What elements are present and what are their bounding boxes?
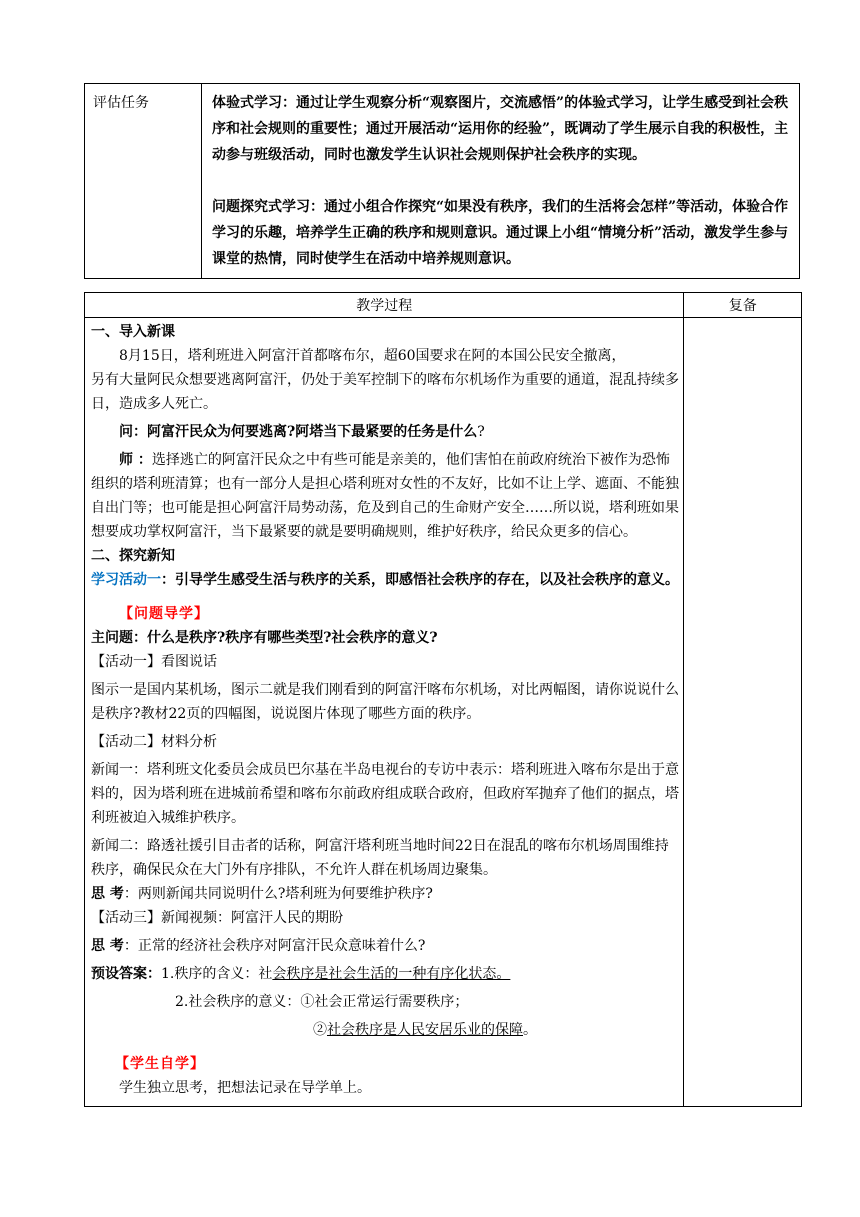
eval-paragraph-inquiry: 问题探究式学习：通过小组合作探究“如果没有秩序，我们的生活将会怎样”等活动，体验合作学习的乐趣，培养学生正确的秩序和规则意识。通过课上小组“情境分析”活动，激发学生参与课堂的热情，同时使学生在活动中培养规则意识。 — [212, 199, 789, 267]
activity-two-label: 【活动二】 — [91, 734, 161, 750]
activity-one-line — [91, 650, 679, 674]
think-one-text: ：两则新闻共同说明什么?塔利班为何要维护秩序? — [123, 886, 433, 902]
self-study-label: 【学生自学】 — [115, 1056, 205, 1072]
answer-line-3 — [91, 1018, 679, 1042]
review-column-cell — [684, 318, 802, 1107]
eval-paragraph-experiential: 体验式学习：通过让学生观察分析“观察图片，交流感悟”的体验式学习，让学生感受到社会秩序和社会规则的重要性；通过开展活动“运用你的经验”，既调动了学生展示自我的积极性，主动参与班级活动，同时也激发学生认识社会规则保护社会秩序的实现。 — [212, 95, 789, 163]
answer-line-1 — [91, 962, 679, 986]
activity-three-title: 新闻视频：阿富汗人民的期盼 — [161, 910, 343, 926]
intro-question-text: 问：阿富汗民众为何要逃离?阿塔当下最紧要的任务是什么 — [119, 424, 478, 440]
answer-1-underlined: 会秩序是社会生活的一种有序化状态。 — [272, 966, 511, 982]
activity-one-text: 图示一是国内某机场，图示二就是我们刚看到的阿富汗喀布尔机场，对比两幅图，请你说说什么是秩序?教材22页的四幅图，说说图片体现了哪些方面的秩序。 — [91, 682, 679, 722]
guide-label: 【问题导学】 — [119, 606, 209, 622]
answer-3-underlined: 社会秩序是人民安居乐业的保障 — [327, 1022, 523, 1038]
think-two-text: ：正常的经济社会秩序对阿富汗民众意味着什么? — [123, 938, 426, 954]
answer-line-2: 2.社会秩序的意义：①社会正常运行需要秩序； — [175, 994, 469, 1010]
eval-label-cell — [85, 84, 202, 279]
activity-three-line — [91, 906, 679, 930]
answer-label: 预设答案： — [91, 966, 161, 982]
intro-question-mark: ? — [477, 424, 485, 440]
answer-3-suffix: 。 — [523, 1022, 537, 1038]
news-two: 新闻二：路透社援引目击者的话称，阿富汗塔利班当地时间22日在混乱的喀布尔机场周围维持秩序，确保民众在大门外有序排队，不允许人群在机场周边聚集。 — [91, 838, 669, 878]
evaluation-table — [84, 83, 800, 279]
main-question: 主问题：什么是秩序?秩序有哪些类型?社会秩序的意义? — [91, 630, 438, 646]
think-two-line — [91, 934, 679, 958]
think-two-label: 思 考 — [91, 938, 124, 954]
think-one-label: 思 考 — [91, 886, 124, 902]
intro-question — [91, 420, 679, 444]
intro-paragraph-1: 8月15日，塔利班进入阿富汗首都喀布尔，超60国要求在阿的本国公民安全撤离， — [119, 348, 626, 364]
activity1-label: 学习活动一 — [91, 572, 161, 588]
teacher-text: 选择逃亡的阿富汗民众之中有些可能是亲美的，他们害怕在前政府统治下被作为恐怖组织的塔利班清算；也有一部分人是担心塔利班对女性的不友好，比如不让上学、遮面、不能独自出门等；也可能是担心阿富汗局势动荡，危及到自己的生命财产安全……所以说，塔利班如果想要成功掌权阿富汗，当下最紧要的就是要明确规则，维护好秩序，给民众更多的信心。 — [91, 452, 679, 540]
activity1-line — [91, 568, 679, 592]
header-review: 复备 — [684, 293, 802, 318]
activity-two-line — [91, 730, 679, 754]
activity-two-title: 材料分析 — [161, 734, 217, 750]
section-explore-title: 二、探究新知 — [91, 548, 175, 564]
teacher-paragraph — [91, 448, 679, 544]
activity1-text: ：引导学生感受生活与秩序的关系，即感悟社会秩序的存在，以及社会秩序的意义。 — [161, 572, 679, 588]
activity-three-label: 【活动三】 — [91, 910, 161, 926]
think-one-line — [91, 882, 679, 906]
header-teaching-process: 教学过程 — [85, 293, 684, 318]
teacher-label: 师 ： — [119, 452, 152, 468]
section-intro-title: 一、导入新课 — [91, 324, 175, 340]
eval-content-cell — [202, 84, 800, 279]
answer-3-prefix: ② — [313, 1022, 327, 1038]
teaching-process-content — [85, 318, 684, 1107]
teaching-process-table — [84, 292, 802, 1107]
news-one: 新闻一：塔利班文化委员会成员巴尔基在半岛电视台的专访中表示：塔利班进入喀布尔是出于意料的，因为塔利班在进城前希望和喀布尔前政府组成联合政府，但政府军抛弃了他们的据点，塔利班被迫入城维护秩序。 — [91, 762, 679, 826]
self-study-text: 学生独立思考，把想法记录在导学单上。 — [119, 1080, 371, 1096]
activity-one-title: 看图说话 — [161, 654, 217, 670]
eval-label: 评估任务 — [93, 95, 149, 111]
intro-paragraph-2: 另有大量阿民众想要逃离阿富汗，仍处于美军控制下的喀布尔机场作为重要的通道，混乱持续多日，造成多人死亡。 — [91, 372, 679, 412]
activity-one-label: 【活动一】 — [91, 654, 161, 670]
answer-1-prefix: 1.秩序的含义：社 — [161, 966, 273, 982]
